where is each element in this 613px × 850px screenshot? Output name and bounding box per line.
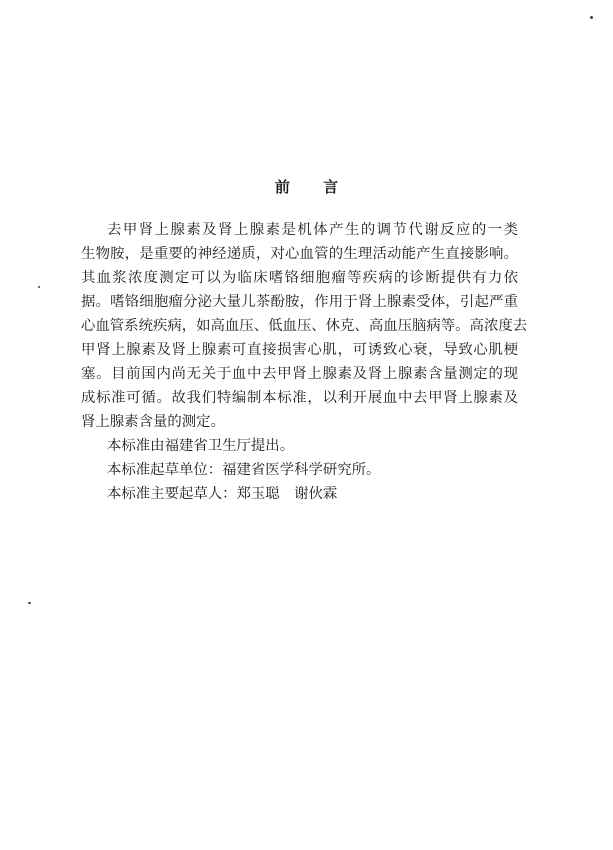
- paragraph-line: 心血管系统疾病，如高血压、低血压、休克、高血压脑病等。高浓度去: [81, 318, 528, 334]
- paragraph-line: 肾上腺素含量的测定。: [81, 414, 225, 430]
- drafting-unit-line: 本标准起草单位：福建省医学科学研究所。: [107, 462, 381, 478]
- paragraph-line: 其血浆浓度测定可以为临床嗜铬细胞瘤等疾病的诊断提供有力依: [81, 270, 518, 286]
- paragraph-line: 去甲肾上腺素及肾上腺素是机体产生的调节代谢反应的一类: [107, 222, 518, 238]
- proposer-line: 本标准由福建省卫生厅提出。: [107, 438, 295, 454]
- preface-body: [81, 218, 528, 506]
- scan-speck: [590, 16, 593, 19]
- page-title: 前 言: [274, 178, 353, 196]
- paragraph-line: 塞。目前国内尚无关于血中去甲肾上腺素及肾上腺素含量测定的现: [81, 366, 518, 382]
- paragraph-line: 甲肾上腺素及肾上腺素可直接损害心肌，可诱致心衰，导致心肌梗: [81, 342, 518, 358]
- scan-speck: [38, 286, 40, 288]
- scan-speck: [28, 602, 31, 604]
- paragraph-line: 成标准可循。故我们特编制本标准，以利开展血中去甲肾上腺素及: [81, 390, 518, 406]
- paragraph-line: 生物胺，是重要的神经递质，对心血管的生理活动能产生直接影响。: [81, 246, 518, 262]
- drafters-line: 本标准主要起草人：郑玉聪 谢伙霖: [107, 486, 338, 502]
- paragraph-line: 据。嗜铬细胞瘤分泌大量儿茶酚胺，作用于肾上腺素受体，引起严重: [81, 294, 518, 310]
